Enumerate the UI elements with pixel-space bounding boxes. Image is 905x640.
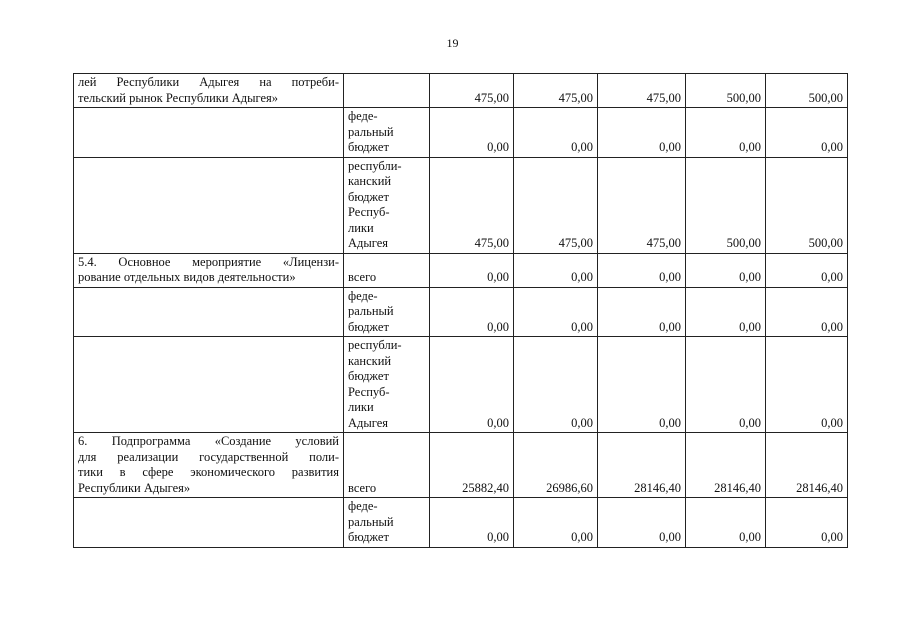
funding-source-line: всего (348, 480, 377, 495)
amount-cell: 0,00 (766, 253, 848, 287)
amount-cell: 0,00 (766, 108, 848, 158)
amount-cell: 0,00 (430, 108, 514, 158)
funding-source-line: Адыгея (348, 415, 389, 430)
funding-source-line: ральный (348, 514, 394, 529)
amount-cell: 475,00 (430, 74, 514, 108)
description-line: рование отдельных видов деятельности» (78, 270, 296, 284)
funding-source-line: феде- (348, 109, 378, 123)
description-line: тельский рынок Республики Адыгея» (78, 90, 278, 105)
budget-table-body (74, 74, 848, 548)
funding-source-line: республи- (348, 158, 402, 173)
table-row (74, 337, 848, 433)
funding-source-line: бюджет (348, 530, 389, 544)
funding-source-line: феде- (348, 499, 378, 513)
funding-source-line: республи- (348, 338, 402, 352)
funding-source-line: всего (348, 270, 377, 284)
table-row (74, 108, 848, 158)
funding-source (344, 287, 430, 337)
funding-source (344, 157, 430, 253)
amount-cell: 26986,60 (514, 433, 598, 498)
amount-cell: 0,00 (686, 337, 766, 433)
funding-source-line: ральный (348, 304, 394, 318)
funding-source-line: бюджет (348, 189, 389, 204)
amount-cell: 0,00 (686, 498, 766, 548)
funding-source-line: феде- (348, 288, 378, 303)
amount-cell: 0,00 (598, 337, 686, 433)
funding-source-line: Респуб- (348, 205, 390, 219)
funding-source (344, 337, 430, 433)
table-row (74, 253, 848, 287)
amount-cell: 25882,40 (430, 433, 514, 498)
amount-cell: 500,00 (766, 157, 848, 253)
row-description (74, 108, 344, 158)
amount-cell: 0,00 (514, 287, 598, 337)
row-description (74, 157, 344, 253)
table-row (74, 433, 848, 498)
funding-source-line: канский (348, 174, 392, 188)
amount-cell: 0,00 (598, 287, 686, 337)
table-row (74, 157, 848, 253)
amount-cell: 28146,40 (766, 433, 848, 498)
row-description (74, 337, 344, 433)
amount-cell: 0,00 (430, 498, 514, 548)
amount-cell: 0,00 (686, 253, 766, 287)
row-description (74, 253, 344, 287)
funding-source-line: Адыгея (348, 236, 389, 250)
funding-source (344, 108, 430, 158)
amount-cell: 0,00 (430, 253, 514, 287)
amount-cell: 0,00 (598, 253, 686, 287)
amount-cell: 500,00 (686, 157, 766, 253)
amount-cell: 475,00 (598, 74, 686, 108)
amount-cell: 0,00 (686, 287, 766, 337)
amount-cell: 28146,40 (686, 433, 766, 498)
funding-source-line: бюджет (348, 319, 389, 334)
funding-source (344, 74, 430, 108)
amount-cell: 0,00 (430, 287, 514, 337)
description-line: 5.4. Основное мероприятие «Лицензи- (78, 254, 339, 269)
table-row (74, 74, 848, 108)
amount-cell: 0,00 (430, 337, 514, 433)
description-line: Республики Адыгея» (78, 480, 191, 495)
funding-source-line: ральный (348, 124, 394, 139)
funding-source-line: бюджет (348, 140, 389, 154)
amount-cell: 0,00 (514, 337, 598, 433)
amount-cell: 28146,40 (598, 433, 686, 498)
amount-cell: 500,00 (686, 74, 766, 108)
table-row (74, 498, 848, 548)
row-description (74, 74, 344, 108)
amount-cell: 475,00 (514, 157, 598, 253)
budget-table (73, 73, 848, 548)
row-description (74, 287, 344, 337)
description-line: лей Республики Адыгея на потреби- (78, 75, 339, 89)
funding-source-line: лики (348, 400, 374, 414)
amount-cell: 0,00 (686, 108, 766, 158)
description-line: для реализации государственной поли- (78, 449, 339, 464)
amount-cell: 475,00 (514, 74, 598, 108)
amount-cell: 0,00 (514, 108, 598, 158)
amount-cell: 0,00 (766, 287, 848, 337)
amount-cell: 0,00 (514, 253, 598, 287)
amount-cell: 0,00 (598, 108, 686, 158)
amount-cell: 0,00 (766, 498, 848, 548)
row-description (74, 498, 344, 548)
description-line: тики в сфере экономического развития (78, 465, 339, 479)
funding-source-line: канский (348, 353, 392, 368)
funding-source-line: лики (348, 220, 374, 235)
funding-source (344, 433, 430, 498)
row-description (74, 433, 344, 498)
funding-source-line: Респуб- (348, 384, 390, 399)
amount-cell: 0,00 (514, 498, 598, 548)
amount-cell: 475,00 (430, 157, 514, 253)
funding-source-line: бюджет (348, 369, 389, 383)
funding-source (344, 498, 430, 548)
amount-cell: 475,00 (598, 157, 686, 253)
description-line: 6. Подпрограмма «Создание условий (78, 434, 339, 448)
amount-cell: 0,00 (766, 337, 848, 433)
page-number: 19 (446, 36, 459, 50)
amount-cell: 0,00 (598, 498, 686, 548)
funding-source (344, 253, 430, 287)
amount-cell: 500,00 (766, 74, 848, 108)
table-row (74, 287, 848, 337)
